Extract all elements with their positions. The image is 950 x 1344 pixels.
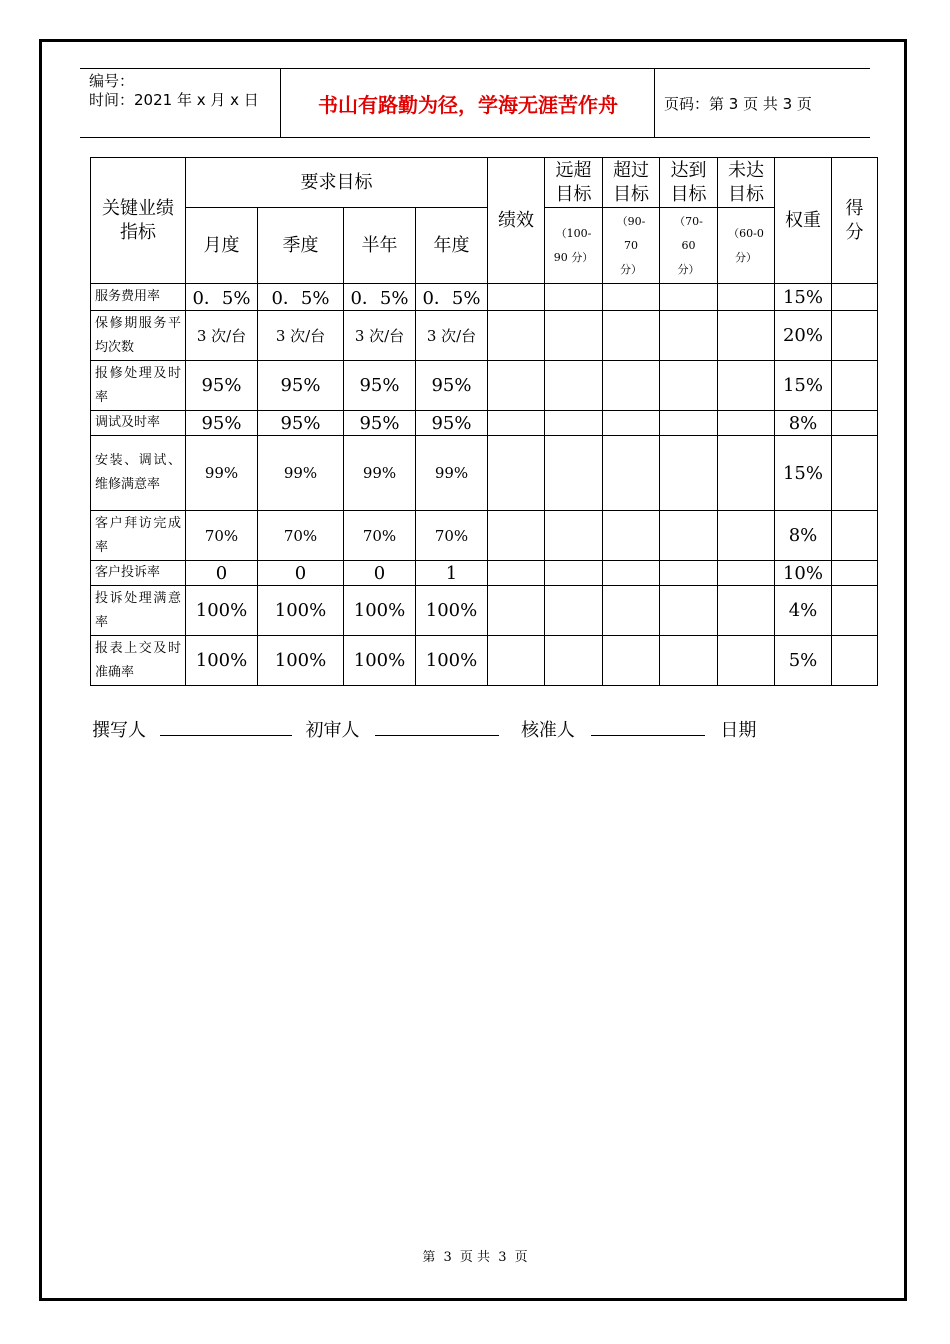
quarter-target-cell: 100%: [258, 636, 344, 686]
header-motto: 书山有路勤为径，学海无涯苦作舟: [282, 69, 655, 137]
weight-cell: 15%: [775, 436, 832, 511]
quarter-target-cell: 70%: [258, 511, 344, 561]
footer-prefix: 第: [422, 1250, 436, 1265]
year-target-cell: 0．5%: [416, 284, 488, 311]
month-target-cell: 99%: [186, 436, 258, 511]
quarter-target-cell: 95%: [258, 361, 344, 411]
exceed-cell[interactable]: [603, 436, 660, 511]
below-cell[interactable]: [718, 636, 775, 686]
weight-cell: 15%: [775, 361, 832, 411]
header-score: 得分: [832, 158, 878, 284]
half-year-target-cell: 70%: [344, 511, 416, 561]
performance-cell[interactable]: [488, 411, 545, 436]
signature-line: [92, 716, 756, 742]
table-row: [91, 436, 878, 511]
range-reach: （70-60 分）: [660, 208, 718, 284]
year-target-cell: 100%: [416, 636, 488, 686]
indicator-cell: 安装、调试、维修满意率: [91, 436, 186, 511]
header-far-exceed: 远超目标: [545, 158, 603, 208]
half-year-target-cell: 100%: [344, 586, 416, 636]
half-year-target-cell: 100%: [344, 636, 416, 686]
weight-cell: 10%: [775, 561, 832, 586]
reach-cell[interactable]: [660, 636, 718, 686]
far-exceed-cell[interactable]: [545, 636, 603, 686]
header-quarter: 季度: [258, 208, 344, 284]
month-target-cell: 95%: [186, 411, 258, 436]
table-row: [91, 411, 878, 436]
exceed-cell[interactable]: [603, 311, 660, 361]
kpi-table: [90, 157, 878, 686]
far-exceed-cell[interactable]: [545, 311, 603, 361]
footer-page-number: 3: [443, 1250, 452, 1265]
header-below: 未达目标: [718, 158, 775, 208]
quarter-target-cell: 0: [258, 561, 344, 586]
score-cell[interactable]: [832, 411, 878, 436]
weight-cell: 20%: [775, 311, 832, 361]
score-cell[interactable]: [832, 284, 878, 311]
below-cell[interactable]: [718, 436, 775, 511]
weight-cell: 8%: [775, 411, 832, 436]
table-row: [91, 561, 878, 586]
far-exceed-cell[interactable]: [545, 284, 603, 311]
half-year-target-cell: 0．5%: [344, 284, 416, 311]
footer-suffix: 页: [514, 1250, 528, 1265]
indicator-cell: 调试及时率: [91, 411, 186, 436]
half-year-target-cell: 95%: [344, 411, 416, 436]
exceed-cell[interactable]: [603, 586, 660, 636]
far-exceed-cell[interactable]: [545, 436, 603, 511]
quarter-target-cell: 3 次/台: [258, 311, 344, 361]
below-cell[interactable]: [718, 561, 775, 586]
table-row: [91, 511, 878, 561]
score-cell[interactable]: [832, 586, 878, 636]
header-weight: 权重: [775, 158, 832, 284]
header-target: 要求目标: [186, 158, 488, 208]
far-exceed-cell[interactable]: [545, 586, 603, 636]
exceed-cell[interactable]: [603, 511, 660, 561]
score-cell[interactable]: [832, 511, 878, 561]
indicator-cell: 服务费用率: [91, 284, 186, 311]
exceed-cell[interactable]: [603, 561, 660, 586]
reach-cell[interactable]: [660, 436, 718, 511]
reach-cell[interactable]: [660, 511, 718, 561]
weight-cell: 5%: [775, 636, 832, 686]
weight-cell: 4%: [775, 586, 832, 636]
reach-cell[interactable]: [660, 361, 718, 411]
exceed-cell[interactable]: [603, 636, 660, 686]
indicator-cell: 保修期服务平均次数: [91, 311, 186, 361]
table-row: [91, 311, 878, 361]
range-exceed: （90-70 分）: [603, 208, 660, 284]
year-target-cell: 100%: [416, 586, 488, 636]
reach-cell[interactable]: [660, 411, 718, 436]
reach-cell[interactable]: [660, 561, 718, 586]
weight-cell: 8%: [775, 511, 832, 561]
range-below: （60-0 分）: [718, 208, 775, 284]
table-row: [91, 636, 878, 686]
month-target-cell: 70%: [186, 511, 258, 561]
writer-label: 撰写人: [92, 720, 146, 741]
indicator-cell: 报修处理及时率: [91, 361, 186, 411]
exceed-cell[interactable]: [603, 284, 660, 311]
month-target-cell: 0．5%: [186, 284, 258, 311]
performance-cell[interactable]: [488, 311, 545, 361]
half-year-target-cell: 95%: [344, 361, 416, 411]
far-exceed-cell[interactable]: [545, 561, 603, 586]
below-cell[interactable]: [718, 311, 775, 361]
below-cell[interactable]: [718, 361, 775, 411]
page-header: [80, 68, 870, 138]
quarter-target-cell: 0．5%: [258, 284, 344, 311]
header-half-year: 半年: [344, 208, 416, 284]
year-target-cell: 95%: [416, 411, 488, 436]
header-performance: 绩效: [488, 158, 545, 284]
indicator-cell: 客户投诉率: [91, 561, 186, 586]
score-cell[interactable]: [832, 561, 878, 586]
header-reach: 达到目标: [660, 158, 718, 208]
header-month: 月度: [186, 208, 258, 284]
year-target-cell: 99%: [416, 436, 488, 511]
far-exceed-cell[interactable]: [545, 361, 603, 411]
year-target-cell: 1: [416, 561, 488, 586]
half-year-target-cell: 0: [344, 561, 416, 586]
writer-blank[interactable]: [160, 717, 292, 736]
quarter-target-cell: 95%: [258, 411, 344, 436]
table-row: [91, 361, 878, 411]
far-exceed-cell[interactable]: [545, 411, 603, 436]
below-cell[interactable]: [718, 511, 775, 561]
score-cell[interactable]: [832, 311, 878, 361]
month-target-cell: 95%: [186, 361, 258, 411]
below-cell[interactable]: [718, 411, 775, 436]
performance-cell[interactable]: [488, 511, 545, 561]
header-exceed: 超过目标: [603, 158, 660, 208]
performance-cell[interactable]: [488, 561, 545, 586]
footer-total-pages: 3: [498, 1250, 507, 1265]
page-footer: [0, 1246, 950, 1265]
date-label: 日期: [720, 720, 757, 741]
range-far-exceed: （100-90 分）: [545, 208, 603, 284]
quarter-target-cell: 99%: [258, 436, 344, 511]
score-cell[interactable]: [832, 436, 878, 511]
indicator-cell: 报表上交及时准确率: [91, 636, 186, 686]
approver-label: 核准人: [520, 720, 575, 741]
header-year: 年度: [416, 208, 488, 284]
indicator-cell: 客户拜访完成率: [91, 511, 186, 561]
below-cell[interactable]: [718, 586, 775, 636]
approver-blank[interactable]: [591, 717, 705, 736]
performance-cell[interactable]: [488, 636, 545, 686]
header-meta: [80, 69, 281, 137]
exceed-cell[interactable]: [603, 411, 660, 436]
footer-mid: 页 共: [459, 1250, 491, 1265]
reach-cell[interactable]: [660, 311, 718, 361]
performance-cell[interactable]: [488, 586, 545, 636]
performance-cell[interactable]: [488, 361, 545, 411]
time-label: 时间：2021 年 x 月 x 日: [89, 91, 259, 109]
reach-cell[interactable]: [660, 284, 718, 311]
month-target-cell: 0: [186, 561, 258, 586]
half-year-target-cell: 3 次/台: [344, 311, 416, 361]
exceed-cell[interactable]: [603, 361, 660, 411]
month-target-cell: 100%: [186, 636, 258, 686]
performance-cell[interactable]: [488, 436, 545, 511]
score-cell[interactable]: [832, 636, 878, 686]
half-year-target-cell: 99%: [344, 436, 416, 511]
table-row: [91, 586, 878, 636]
year-target-cell: 70%: [416, 511, 488, 561]
kpi-table-body: [91, 284, 878, 686]
reach-cell[interactable]: [660, 586, 718, 636]
first-review-blank[interactable]: [375, 717, 499, 736]
below-cell[interactable]: [718, 284, 775, 311]
weight-cell: 15%: [775, 284, 832, 311]
year-target-cell: 3 次/台: [416, 311, 488, 361]
month-target-cell: 3 次/台: [186, 311, 258, 361]
indicator-cell: 投诉处理满意率: [91, 586, 186, 636]
year-target-cell: 95%: [416, 361, 488, 411]
score-cell[interactable]: [832, 361, 878, 411]
quarter-target-cell: 100%: [258, 586, 344, 636]
far-exceed-cell[interactable]: [545, 511, 603, 561]
header-page-code: 页码：第 3 页 共 3 页: [664, 94, 812, 113]
first-review-label: 初审人: [305, 720, 360, 741]
performance-cell[interactable]: [488, 284, 545, 311]
number-label: 编号：: [89, 72, 135, 90]
month-target-cell: 100%: [186, 586, 258, 636]
table-row: [91, 284, 878, 311]
header-indicator: 关键业绩指标: [91, 158, 186, 284]
